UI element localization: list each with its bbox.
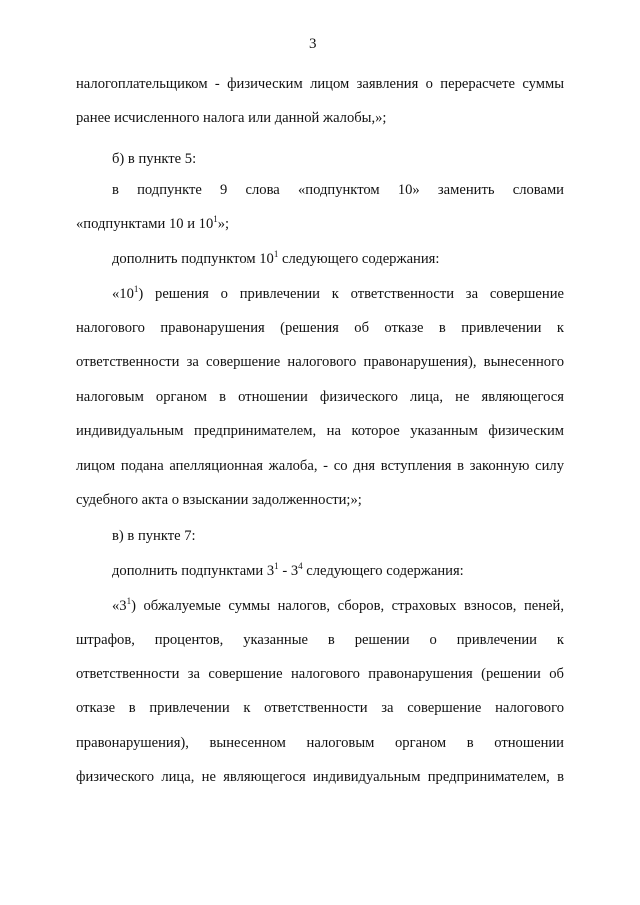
text-line-7-b: ) решения о привлечении к ответственности за совершение bbox=[138, 286, 564, 302]
item-v-heading: в) в пункте 7: bbox=[112, 528, 196, 544]
text-line-15-c: следующего содержания: bbox=[302, 563, 464, 579]
text-line-18: ответственности за совершение налогового правонарушения (решении об bbox=[76, 666, 564, 682]
text-line-12: лицом подана апелляционная жалоба, - со дня вступления в законную силу bbox=[76, 458, 564, 474]
text-line-16-b: ) обжалуемые суммы налогов, сборов, страховых взносов, пеней, bbox=[131, 598, 564, 614]
superscript: 1 bbox=[213, 214, 218, 224]
superscript: 1 bbox=[274, 561, 279, 571]
text-line-16-a: «3 bbox=[112, 598, 127, 614]
text-line-10: налоговым органом в отношении физического лица, не являющегося bbox=[76, 389, 564, 405]
text-line-7-a: «10 bbox=[112, 286, 134, 302]
text-line-15 bbox=[112, 561, 564, 581]
superscript: 1 bbox=[273, 249, 279, 259]
text-line-19: отказе в привлечении к ответственности за совершение налогового bbox=[76, 700, 564, 716]
text-line-2: ранее исчисленного налога или данной жалобы,»; bbox=[76, 110, 387, 126]
text-line-6-a: дополнить подпунктом 10 bbox=[112, 251, 274, 267]
text-line-9: ответственности за совершение налогового правонарушения), вынесенного bbox=[76, 354, 564, 370]
superscript: 1 bbox=[126, 596, 132, 606]
superscript: 1 bbox=[133, 284, 139, 294]
text-line-21: физического лица, не являющегося индивидуальным предпринимателем, в bbox=[76, 769, 564, 785]
text-line-8: налогового правонарушения (решения об отказе в привлечении к bbox=[76, 320, 564, 336]
text-line-15-a: дополнить подпунктами 3 bbox=[112, 563, 275, 579]
text-line-4: в подпункте 9 слова «подпунктом 10» заменить словами bbox=[112, 182, 564, 198]
item-b-heading: б) в пункте 5: bbox=[112, 151, 197, 167]
text-line-20: правонарушения), вынесенном налоговым органом в отношении bbox=[76, 735, 564, 751]
text-line-16 bbox=[112, 596, 564, 616]
superscript: 4 bbox=[298, 561, 303, 571]
text-line-13: судебного акта о взыскании задолженности;»; bbox=[76, 492, 362, 508]
text-line-7 bbox=[112, 284, 564, 304]
text-line-6 bbox=[112, 249, 564, 269]
text-line-17: штрафов, процентов, указанные в решении о привлечении к bbox=[76, 632, 564, 648]
text-line-5-b: »; bbox=[217, 216, 230, 232]
page-number: 3 bbox=[309, 36, 317, 52]
text-line-5-a: «подпунктами 10 и 10 bbox=[76, 216, 214, 232]
text-line-6-b: следующего содержания: bbox=[278, 251, 440, 267]
text-line-15-b: - 3 bbox=[278, 563, 299, 579]
text-line-5 bbox=[76, 214, 564, 234]
text-line-11: индивидуальным предпринимателем, на которое указанным физическим bbox=[76, 423, 564, 439]
text-line-1: налогоплательщиком - физическим лицом заявления о перерасчете суммы bbox=[76, 76, 564, 92]
